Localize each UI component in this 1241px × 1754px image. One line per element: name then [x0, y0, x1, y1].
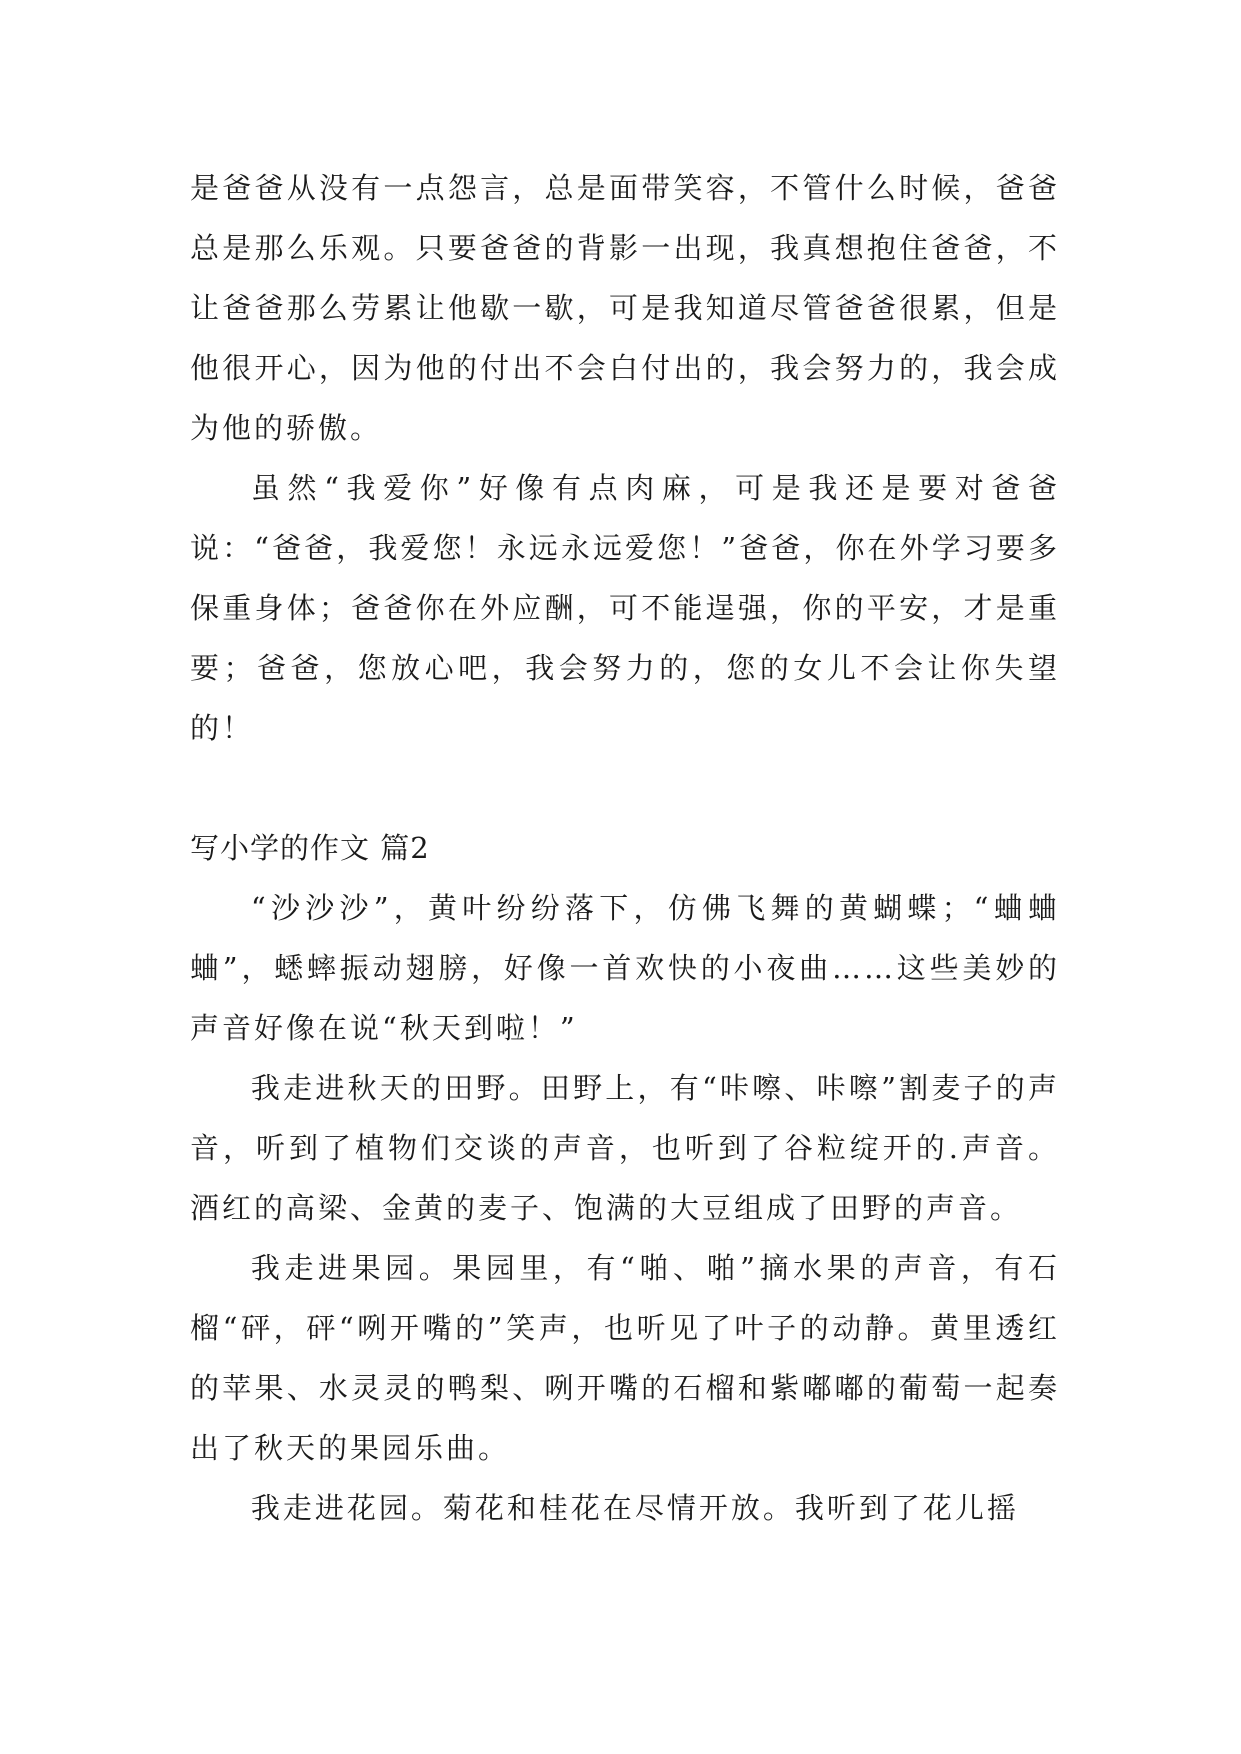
document-body	[190, 158, 1060, 1538]
section-paragraph-1: “沙沙沙”，黄叶纷纷落下，仿佛飞舞的黄蝴蝶；“蛐蛐蛐”，蟋蟀振动翅膀，好像一首欢快的小夜曲……这些美妙的声音好像在说“秋天到啦！”	[190, 891, 1060, 1045]
paragraph-love-dad: 虽然“我爱你”好像有点肉麻，可是我还是要对爸爸说：“爸爸，我爱您！永远永远爱您！”爸爸，你在外学习要多保重身体；爸爸你在外应酬，可不能逞强，你的平安，才是重要；爸爸，您放心吧，我会努力的，您的女儿不会让你失望的！	[190, 471, 1060, 745]
section-paragraph-3: 我走进果园。果园里，有“啪、啪”摘水果的声音，有石榴“砰，砰“咧开嘴的”笑声，也听见了叶子的动静。黄里透红的苹果、水灵灵的鸭梨、咧开嘴的石榴和紫嘟嘟的葡萄一起奏出了秋天的果园乐曲。	[190, 1251, 1060, 1465]
section-paragraph-2: 我走进秋天的田野。田野上，有“咔嚓、咔嚓”割麦子的声音，听到了植物们交谈的声音，也听到了谷粒绽开的.声音。酒红的高梁、金黄的麦子、饱满的大豆组成了田野的声音。	[190, 1071, 1060, 1225]
section-title: 写小学的作文 篇2	[190, 831, 430, 865]
continued-paragraph: 是爸爸从没有一点怨言，总是面带笑容，不管什么时候，爸爸总是那么乐观。只要爸爸的背影一出现，我真想抱住爸爸，不让爸爸那么劳累让他歇一歇，可是我知道尽管爸爸很累，但是他很开心，因为他的付出不会白付出的，我会努力的，我会成为他的骄傲。	[190, 171, 1060, 445]
section-paragraph-4: 我走进花园。菊花和桂花在尽情开放。我听到了花儿摇	[250, 1491, 1019, 1525]
